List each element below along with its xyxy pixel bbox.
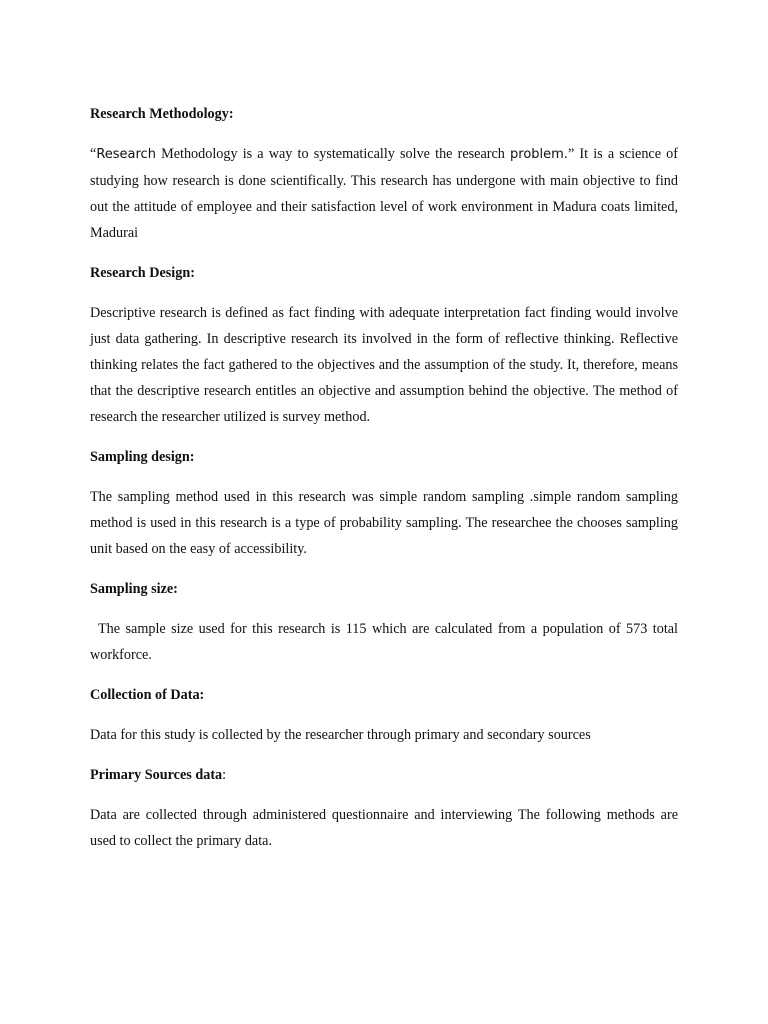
- quote-word-problem: problem.: [510, 147, 568, 162]
- heading-primary-sources-colon: :: [222, 767, 227, 783]
- quote-word-research: Research: [96, 147, 156, 162]
- heading-sampling-design: Sampling design:: [90, 449, 195, 465]
- quote-close: ”: [567, 146, 575, 162]
- document-page: [90, 101, 678, 868]
- paragraph-rest: It is a science of studying how research is done scientifically. This research has undergone with main objective to find out the attitude of employee and their satisfaction level of work environment in Madura coats limited, Madurai: [90, 146, 678, 241]
- heading-sampling-size: Sampling size:: [90, 581, 178, 597]
- paragraph-research-methodology: [90, 141, 678, 246]
- paragraph-sampling-design: The sampling method used in this research was simple random sampling .simple random sampling method is used in this research is a type of probability sampling. The researchee the chooses sampling unit based on the easy of accessibility.: [90, 489, 678, 557]
- heading-research-design: Research Design:: [90, 265, 195, 281]
- paragraph-collection-of-data: Data for this study is collected by the researcher through primary and secondary sources: [90, 727, 591, 743]
- quote-open: “: [90, 146, 97, 162]
- paragraph-sampling-size: The sample size used for this research is 115 which are calculated from a population of 573 total workforce.: [90, 621, 678, 663]
- paragraph-research-design: Descriptive research is defined as fact finding with adequate interpretation fact finding would involve just data gathering. In descriptive research its involved in the form of reflective thinking. Reflective thinking relates the fact gathered to the objectives and the assumption of the study. It, therefore, means that the descriptive research entitles an objective and assumption behind the objective. The method of research the researcher utilized is survey method.: [90, 305, 678, 425]
- paragraph-primary-sources: Data are collected through administered questionnaire and interviewing The following methods are used to collect the primary data.: [90, 807, 678, 849]
- heading-research-methodology: Research Methodology:: [90, 106, 234, 122]
- heading-primary-sources: [90, 762, 678, 788]
- heading-primary-sources-text: Primary Sources data: [90, 767, 223, 783]
- quote-middle: Methodology is a way to systematically solve the research: [155, 146, 511, 162]
- heading-collection-of-data: Collection of Data:: [90, 687, 205, 703]
